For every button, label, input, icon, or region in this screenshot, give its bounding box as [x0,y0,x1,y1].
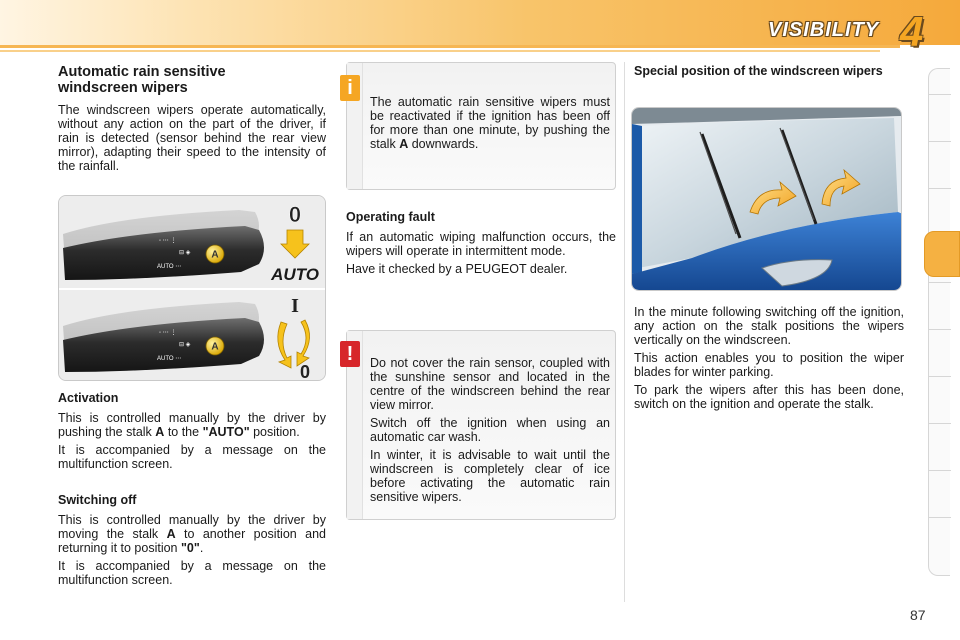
activation-position-ref: "AUTO" [202,425,250,439]
warning-icon: ! [340,341,360,367]
activation-paragraph [58,411,326,439]
special-position-text [634,305,904,415]
tab-divider [929,376,951,377]
operating-fault-dealer-paragraph: Have it checked by a PEUGEOT dealer. [346,262,568,276]
special-position-paragraph-3: To park the wipers after this has been done, switch on the ignition and operate the stalk. [634,383,904,411]
svg-text:◦ ⋯ ⋮: ◦ ⋯ ⋮ [159,330,177,336]
svg-text:⊟ ◈: ⊟ ◈ [179,250,191,256]
position-0-label-bottom: 0 [299,362,311,381]
stalk-letter-bottom: A [211,341,219,353]
operating-fault-paragraph: If an automatic wiping malfunction occurs, the wipers will operate in intermittent mode. [346,230,616,258]
activation-stalk-ref: A [155,425,165,439]
info-text-before: The automatic rain sensitive wipers must be reactivated if the ignition has been off for more than one minute, by pushing the stalk [370,95,610,151]
position-i-label: I [291,295,299,317]
switching-position-ref: "0" [181,541,200,555]
tab-divider [929,282,951,283]
warning-note-text [370,356,610,508]
switching-text-after: . [199,541,204,555]
svg-text:⊟ ◈: ⊟ ◈ [179,342,191,348]
special-position-title: Special position of the windscreen wipers [634,64,883,78]
tab-divider [929,423,951,424]
intro-text: The windscreen wipers operate automatically, without any action on the part of the driver, if rain is detected (sensor behind the rear view mirror), adapting their speed to the intensity of the rainfall. [58,103,326,173]
car-windscreen-diagram [632,108,902,291]
auto-mode-label: AUTO [271,265,319,284]
header-stripe-secondary [0,50,880,52]
tab-divider [929,141,951,142]
tab-divider [929,517,951,518]
position-0-label: 0 [288,202,302,227]
chapter-number: 4 [900,8,924,55]
switching-text-before: This is controlled manually by the driver by moving the stalk [58,513,326,541]
activation-text-before: This is controlled manually by the driver by pushing the stalk [58,411,326,439]
warning-paragraph-sensor: Do not cover the rain sensor, coupled with the sunshine sensor and located in the centre of the windscreen behind the rear view mirror. [370,356,610,412]
switching-off-section [58,493,326,591]
operating-fault-section [346,210,616,280]
tab-divider [929,188,951,189]
tab-divider [929,329,951,330]
header-stripe [0,45,900,48]
stalk-illustration [58,195,326,381]
info-icon: i [340,75,360,101]
tab-divider [929,94,951,95]
special-position-paragraph-2: This action enables you to position the wiper blades for winter parking. [634,351,904,379]
chapter-header [0,0,960,60]
svg-text:AUTO ⋯: AUTO ⋯ [157,264,182,270]
chapter-tab-active[interactable] [924,231,960,277]
svg-text:◦ ⋯ ⋮: ◦ ⋯ ⋮ [159,238,177,244]
switching-off-heading: Switching off [58,493,137,507]
activation-heading: Activation [58,391,119,405]
stalk-letter-top: A [211,249,219,261]
activation-section [58,391,326,475]
info-note-text [370,95,610,155]
warning-paragraph-car-wash: Switch off the ignition when using an automatic car wash. [370,416,610,444]
info-text-after: downwards. [411,137,479,151]
intro-paragraph [58,103,326,177]
operating-fault-heading: Operating fault [346,210,435,224]
special-position-paragraph-1: In the minute following switching off the ignition, any action on the stalk positions the wipers vertically on the windscreen. [634,305,904,347]
figure-divider [59,288,326,290]
switching-text-middle: to another position and returning it to position [58,527,326,555]
page-number: 87 [910,607,926,623]
windscreen-wiper-illustration [631,107,902,291]
activation-text-middle: to the [167,425,200,439]
switching-stalk-ref: A [166,527,176,541]
switching-off-paragraph [58,513,326,555]
svg-text:AUTO ⋯: AUTO ⋯ [157,356,182,362]
column-divider [624,62,625,602]
chapter-title: VISIBILITY [768,19,880,41]
activation-message-paragraph: It is accompanied by a message on the multifunction screen. [58,443,326,471]
activation-text-after: position. [253,425,300,439]
tab-divider [929,470,951,471]
section-title: Automatic rain sensitive windscreen wipers [58,64,226,96]
warning-paragraph-winter: In winter, it is advisable to wait until the windscreen is completely clear of ice before activating the automatic rain sensitive wipers. [370,448,610,504]
info-stalk-ref: A [399,137,409,151]
switching-message-paragraph: It is accompanied by a message on the multifunction screen. [58,559,326,587]
chapter-tabs [928,68,950,576]
